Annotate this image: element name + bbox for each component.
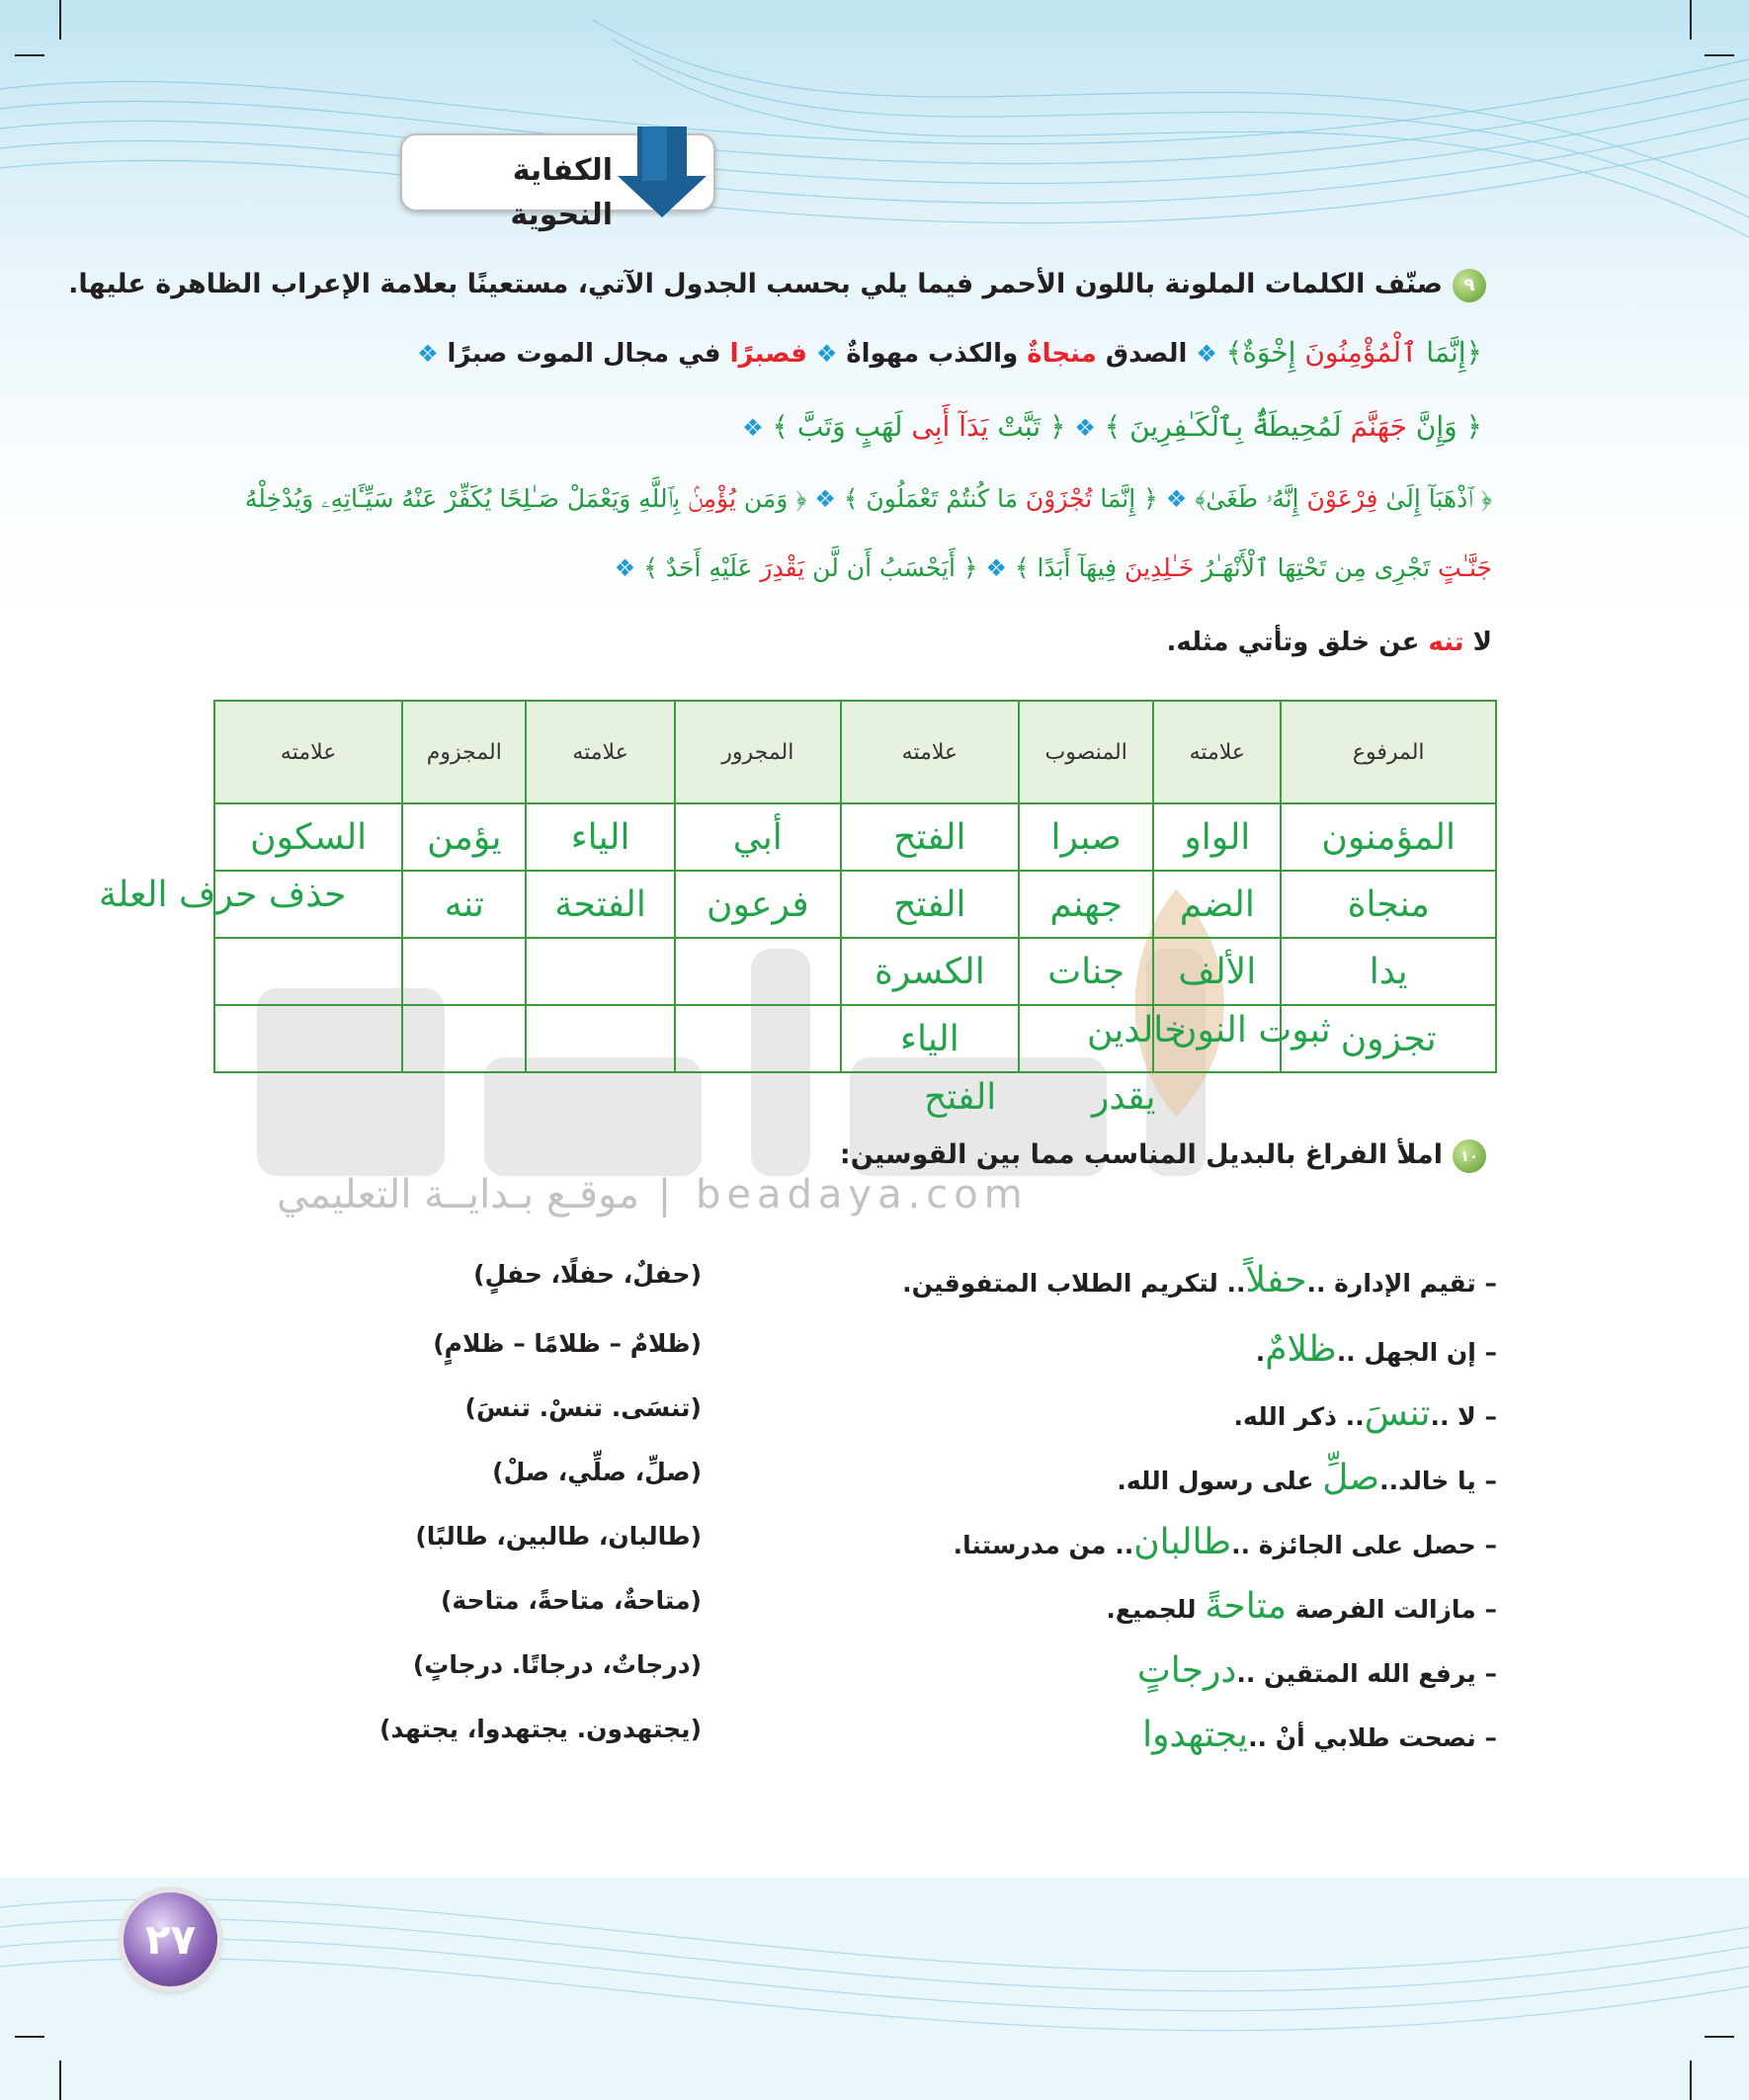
sentence-text: – يا خالد..	[1379, 1467, 1497, 1495]
table-cell[interactable]: أبي	[675, 803, 841, 871]
fill-item	[902, 1260, 1497, 1301]
verse-text: إِخْوَةٌ﴾	[1225, 336, 1305, 369]
example-sentence	[1167, 628, 1492, 657]
table-cell[interactable]	[526, 938, 675, 1005]
verse-text: عَلَيْهِ أَحَدٌ ﴾	[643, 553, 761, 582]
handwritten-answer: خالدين	[1087, 1010, 1187, 1050]
options-list: (تنسَى. تنسْ. تنسَ)	[464, 1393, 702, 1422]
verse-text: مَا كُنتُمْ تَعْمَلُونَ ﴾	[843, 484, 1026, 513]
table-cell[interactable]	[675, 1005, 841, 1072]
answer-field[interactable]: يجتهدوا	[1142, 1715, 1249, 1755]
sentence-text: .	[1255, 1338, 1266, 1367]
red-word: أَبِى	[911, 410, 951, 443]
crop-mark	[1705, 54, 1734, 56]
red-word: فِرْعَوْنَ	[1306, 484, 1378, 513]
table-header-row	[214, 701, 1496, 803]
question-number-badge: ١٠	[1453, 1139, 1486, 1173]
handwritten-answer: حذف حرف العلة	[99, 875, 347, 915]
table-header: علامته	[526, 701, 675, 803]
table-cell[interactable]: صبرا	[1019, 803, 1153, 871]
options-list: (ظلامٌ – ظلامًا – ظلامٍ)	[433, 1329, 702, 1358]
sentence-text: – مازالت الفرصة	[1286, 1595, 1497, 1624]
red-word: جَهَنَّمَ	[1350, 410, 1407, 443]
options-list: (متاحةٌ، متاحةً، متاحة)	[440, 1586, 702, 1615]
verse-line-3	[245, 484, 1492, 514]
crop-mark	[59, 2060, 61, 2100]
red-word: فصبرًا	[729, 339, 807, 369]
diamond-icon: ❖	[1074, 414, 1096, 442]
sentence-text: – إن الجهل ..	[1336, 1338, 1497, 1367]
answer-field[interactable]: درجاتٍ	[1136, 1650, 1237, 1691]
verse-line-4	[615, 553, 1492, 582]
verse-text: ﴿ وَمَن	[735, 484, 807, 513]
fill-item	[1137, 1650, 1497, 1691]
table-cell[interactable]: الفتح	[841, 871, 1019, 938]
sentence-text: في مجال الموت صبرًا	[447, 339, 730, 369]
red-word: ٱلْمُؤْمِنُونَ	[1304, 336, 1418, 369]
answer-field[interactable]: متاحةً	[1205, 1586, 1287, 1627]
table-cell[interactable]: الضم	[1153, 871, 1281, 938]
verse-text	[950, 410, 958, 443]
sentence-text: – لا ..	[1430, 1402, 1497, 1431]
handwritten-answer: الفتح	[924, 1077, 997, 1118]
answer-field[interactable]: ظلامٌ	[1265, 1329, 1337, 1370]
sentence-text: للجميع.	[1106, 1595, 1206, 1624]
table-cell[interactable]: المؤمنون	[1281, 803, 1496, 871]
diamond-icon: ❖	[742, 414, 764, 442]
diamond-icon: ❖	[815, 340, 838, 368]
fill-item	[1256, 1329, 1497, 1370]
table-cell[interactable]: الواو	[1153, 803, 1281, 871]
table-header: المرفوع	[1281, 701, 1496, 803]
table-cell[interactable]: الياء	[841, 1005, 1019, 1072]
table-cell[interactable]: يدا	[1281, 938, 1496, 1005]
table-cell[interactable]: الفتحة	[526, 871, 675, 938]
question-instruction: املأ الفراغ بالبديل المناسب مما بين القوسين:	[839, 1139, 1443, 1170]
red-word: جَنَّـٰتٍ	[1438, 553, 1492, 582]
table-cell[interactable]	[214, 938, 402, 1005]
verse-text: ﴿ أَيَحْسَبُ أَن لَّن	[804, 553, 978, 582]
table-cell[interactable]	[214, 1005, 402, 1072]
fill-item	[1142, 1715, 1497, 1755]
sentence-text: .. ذكر الله.	[1233, 1402, 1365, 1431]
crop-mark	[15, 2036, 44, 2038]
table-row	[214, 938, 1496, 1005]
sentence-text: – نصحت طلابي أنْ ..	[1248, 1723, 1497, 1752]
table-cell[interactable]: الألف	[1153, 938, 1281, 1005]
watermark-text: beadaya.com | موقـع بـدايــة التعليمي	[277, 1172, 1029, 1218]
diamond-icon: ❖	[1196, 340, 1217, 368]
table-cell[interactable]: الكسرة	[841, 938, 1019, 1005]
sentence-text: .. من مدرستنا.	[953, 1531, 1134, 1559]
options-list: (طالبان، طالبين، طالبًا)	[415, 1522, 702, 1551]
answer-field[interactable]: تنسَ	[1364, 1393, 1431, 1434]
table-header: المجزوم	[402, 701, 526, 803]
sentence-text: على رسول الله.	[1117, 1467, 1323, 1495]
table-cell[interactable]: الفتح	[841, 803, 1019, 871]
question-instruction: صنّف الكلمات الملونة باللون الأحمر فيما يلي بحسب الجدول الآتي، مستعينًا بعلامة الإعراب الظاهرة عليها.	[68, 269, 1443, 299]
red-word: يَدَآ	[958, 410, 989, 443]
table-header: المنصوب	[1019, 701, 1153, 803]
sentence-text: عن خلق وتأتي مثله.	[1166, 628, 1429, 657]
table-cell[interactable]: الياء	[526, 803, 675, 871]
verse-text: ﴿ إِنَّمَا	[1092, 484, 1158, 513]
options-list: (درجاتٌ، درجاتًا. درجاتٍ)	[412, 1650, 702, 1679]
verse-line-2	[742, 410, 1482, 443]
crop-mark	[1690, 0, 1692, 40]
verse-line-1	[417, 336, 1482, 369]
verse-text: إِنَّهُۥ طَغَىٰ﴾	[1195, 484, 1307, 513]
sentence-text: – حصل على الجائزة ..	[1231, 1531, 1497, 1559]
table-cell[interactable]: تنه	[402, 871, 526, 938]
table-header: علامته	[1153, 701, 1281, 803]
verse-text: ﴿ وَإِنَّ	[1406, 410, 1482, 443]
sentence-text: – تقيم الإدارة ..	[1306, 1269, 1497, 1298]
crop-mark	[15, 54, 44, 56]
options-list: (يجتهدون. يجتهدوا، يجتهد)	[379, 1715, 702, 1743]
table-header: المجرور	[675, 701, 841, 803]
arrow-down-icon	[613, 126, 711, 220]
table-row	[214, 871, 1496, 938]
answer-field[interactable]: صلِّ	[1322, 1458, 1380, 1498]
verse-text: لَهَبٍ وَتَبَّ ﴾	[772, 410, 912, 443]
table-cell[interactable]: جنات	[1019, 938, 1153, 1005]
answer-field[interactable]: حفلاً	[1245, 1260, 1307, 1301]
diamond-icon: ❖	[1165, 485, 1188, 513]
crop-mark	[1690, 2060, 1692, 2100]
table-cell[interactable]: يؤمن	[402, 803, 526, 871]
diamond-icon: ❖	[814, 485, 836, 513]
sentence-text: والكذب مهواةٌ	[846, 339, 1028, 369]
crop-mark	[1705, 2036, 1734, 2038]
options-list: (حفلٌ، حفلًا، حفلٍ)	[473, 1260, 702, 1289]
red-word: يُؤْمِنۢ	[688, 484, 736, 513]
sentence-text: – يرفع الله المتقين ..	[1236, 1659, 1497, 1688]
table-cell[interactable]	[526, 1005, 675, 1072]
diamond-icon: ❖	[985, 554, 1007, 582]
verse-text: ﴿إِنَّمَا	[1417, 336, 1482, 369]
verse-text: ﴿ ٱذْهَبَآ إِلَىٰ	[1377, 484, 1492, 513]
table-cell[interactable]: تجزون	[1281, 1005, 1496, 1072]
diamond-icon: ❖	[417, 340, 439, 368]
page-number: ٢٧	[124, 1892, 217, 1986]
fill-item	[954, 1522, 1497, 1562]
red-word: يَقْدِرَ	[760, 553, 805, 582]
verse-text: لَمُحِيطَةٌۢ بِٱلْكَـٰفِرِينَ ﴾	[1104, 410, 1351, 443]
verse-text: فِيهَآ أَبَدًا ﴾	[1014, 553, 1125, 582]
fill-item	[1117, 1458, 1497, 1498]
handwritten-answer: ثبوت النون	[1171, 1010, 1331, 1050]
table-header: علامته	[214, 701, 402, 803]
red-word: تُجْزَوْنَ	[1025, 484, 1093, 513]
red-word: تنه	[1428, 628, 1464, 657]
table-cell[interactable]: فرعون	[675, 871, 841, 938]
sentence-text: الصدق	[1096, 339, 1188, 369]
table-cell[interactable]: منجاة	[1281, 871, 1496, 938]
crop-mark	[59, 0, 61, 40]
sentence-text: لا	[1463, 628, 1492, 657]
verse-text: ﴿ تَبَّتْ	[988, 410, 1066, 443]
verse-text: بِٱللَّهِ وَيَعْمَلْ صَـٰلِحًا يُكَفِّرْ عَنْهُ سَيِّـَٔاتِهِۦ وَيُدْخِلْهُ	[244, 484, 689, 513]
table-cell[interactable]: جهنم	[1019, 871, 1153, 938]
table-cell[interactable]	[402, 938, 526, 1005]
section-title: الكفاية النحوية	[510, 153, 613, 232]
sentence-text: .. لتكريم الطلاب المتفوقين.	[902, 1269, 1246, 1298]
table-cell[interactable]	[402, 1005, 526, 1072]
question-number-badge: ٩	[1453, 269, 1486, 302]
red-word: خَـٰلِدِينَ	[1124, 553, 1195, 582]
table-cell[interactable]	[675, 938, 841, 1005]
table-header: علامته	[841, 701, 1019, 803]
table-row	[214, 803, 1496, 871]
fill-item	[1106, 1586, 1497, 1627]
options-list: (صلِّ، صلِّي، صلْ)	[492, 1458, 702, 1486]
handwritten-answer: يقدر	[1092, 1077, 1156, 1118]
diamond-icon: ❖	[614, 554, 636, 582]
fill-item	[1234, 1393, 1497, 1434]
red-word: منجاةٌ	[1027, 339, 1097, 369]
verse-text: تَجْرِى مِن تَحْتِهَا ٱلْأَنْهَـٰرُ	[1194, 553, 1439, 582]
table-cell[interactable]: السكون	[214, 803, 402, 871]
answer-field[interactable]: طالبان	[1133, 1522, 1232, 1562]
